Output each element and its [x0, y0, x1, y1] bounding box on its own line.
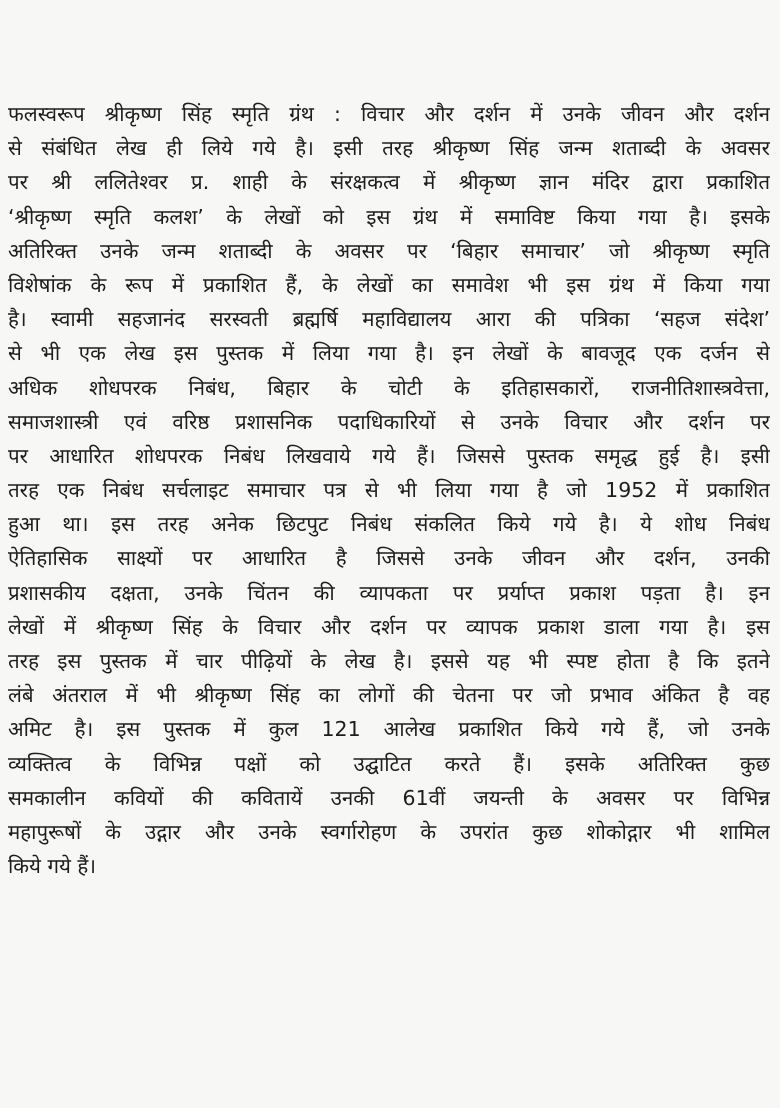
text-line: लेखों में श्रीकृष्ण सिंह के विचार और दर्शन पर व्यापक प्रकाश डाला गया है। इस	[8, 614, 770, 639]
text-line: अतिरिक्त उनके जन्म शताब्दी के अवसर पर ‘बिहार समाचार’ जो श्रीकृष्ण स्मृति	[8, 238, 770, 263]
text-line: से संबंधित लेख ही लिये गये है। इसी तरह श्रीकृष्ण सिंह जन्म शताब्दी के अवसर	[8, 136, 770, 161]
text-line: से भी एक लेख इस पुस्तक में लिया गया है। इन लेखों के बावजूद एक दर्जन से	[8, 341, 770, 366]
text-line: किये गये हैं।	[8, 854, 97, 879]
text-line: समाजशास्त्री एवं वरिष्ठ प्रशासनिक पदाधिकारियों से उनके विचार और दर्शन पर	[8, 409, 770, 434]
text-line: अधिक शोधपरक निबंध, बिहार के चोटी के इतिहासकारों, राजनीतिशास्त्रवेत्ता,	[8, 375, 770, 400]
text-line: है। स्वामी सहजानंद सरस्वती ब्रह्मर्षि महाविद्यालय आरा की पत्रिका ‘सहज संदेश’	[8, 307, 770, 332]
text-line: तरह एक निबंध सर्चलाइट समाचार पत्र से भी लिया गया है जो 1952 में प्रकाशित	[8, 478, 770, 503]
text-line: अमिट है। इस पुस्तक में कुल 121 आलेख प्रकाशित किये गये हैं, जो उनके	[8, 717, 770, 742]
text-line: प्रशासकीय दक्षता, उनके चिंतन की व्यापकता पर प्रर्याप्त प्रकाश पड़ता है। इन	[8, 580, 770, 605]
text-line: लंबे अंतराल में भी श्रीकृष्ण सिंह का लोगों की चेतना पर जो प्रभाव अंकित है वह	[8, 683, 770, 708]
text-line: पर आधारित शोधपरक निबंध लिखवाये गये हैं। जिससे पुस्तक समृद्ध हुई है। इसी	[8, 443, 770, 468]
text-line: ऐतिहासिक साक्ष्यों पर आधारित है जिससे उनके जीवन और दर्शन, उनकी	[8, 546, 770, 571]
body-paragraph	[8, 97, 770, 883]
text-line: ‘श्रीकृष्ण स्मृति कलश’ के लेखों को इस ग्रंथ में समाविष्ट किया गया है। इसके	[8, 204, 770, 229]
text-line: व्यक्तित्व के विभिन्न पक्षों को उद्घाटित करते हैं। इसके अतिरिक्त कुछ	[8, 751, 770, 776]
text-line: पर श्री ललितेश्वर प्र. शाही के संरक्षकत्व में श्रीकृष्ण ज्ञान मंदिर द्वारा प्रकाशित	[8, 170, 770, 195]
text-line: महापुरूषों के उद्गार और उनके स्वर्गारोहण के उपरांत कुछ शोकोद्गार भी शामिल	[8, 819, 770, 844]
text-line: फलस्वरूप श्रीकृष्ण सिंह स्मृति ग्रंथ : विचार और दर्शन में उनके जीवन और दर्शन	[8, 102, 770, 126]
text-line: हुआ था। इस तरह अनेक छिटपुट निबंध संकलित किये गये है। ये शोध निबंध	[8, 512, 770, 537]
text-line: विशेषांक के रूप में प्रकाशित हैं, के लेखों का समावेश भी इस ग्रंथ में किया गया	[8, 272, 770, 297]
text-line: समकालीन कवियों की कवितायें उनकी 61वीं जयन्ती के अवसर पर विभिन्न	[8, 785, 770, 810]
text-line: तरह इस पुस्तक में चार पीढ़ियों के लेख है। इससे यह भी स्पष्ट होता है कि इतने	[8, 649, 770, 673]
